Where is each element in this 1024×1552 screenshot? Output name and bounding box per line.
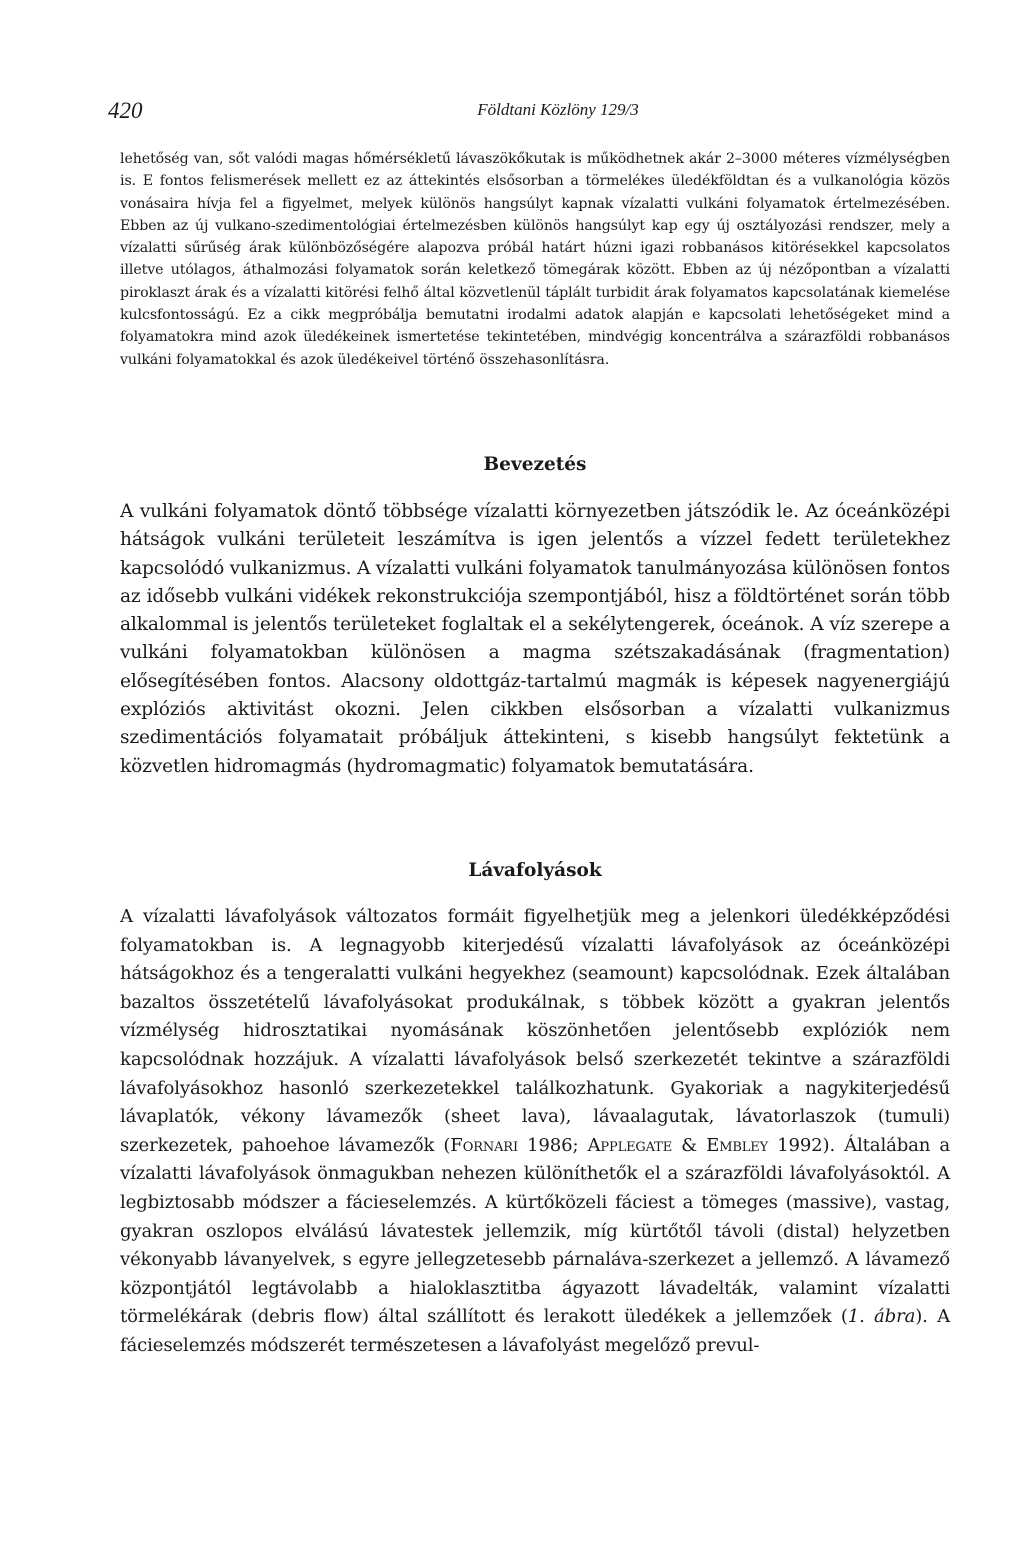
introduction-paragraph: A vulkáni folyamatok döntő többsége vízalatti környezetben játszódik le. Az óceánközépi hátságok vulkáni területeit leszámítva is igen jelentős a vízzel fedett területekhez kapcsolódó vulkanizmus. A vízalatti vulkáni folyamatok tanulmányozása különösen fontos az idősebb vulkáni vidékek rekonstrukciója szempontjából, hisz a földtörténet során több alkalommal is jelentős területeket foglaltak el a sekélytengerek, óceánok. A víz szerepe a vulkáni folyamatokban különösen a magma szétszakadásának (fragmentation) elősegítésében fontos. Alacsony oldottgáz-tartalmú magmák is képesek nagyenergiájú explóziós aktivitást okozni. Jelen cikkben elsősorban a vízalatti vulkanizmus szedimentációs folyamatait próbáljuk áttekinteni, s kisebb hangsúlyt fektetünk a közvetlen hidromagmás (hydromagmatic) folyamatok bemutatására. xyxy=(120,501,950,777)
lava-text-part-2: ). Általában a vízalatti lávafolyások önmagukban nehezen különíthetők el a szárazföldi lávafolyásoktól. A legbiztosabb módszer a fácieselemzés. A kürtőközeli fáciest a tömeges (massive), vastag, gyakran oszlopos elválású lávatestek jellemzik, míg kürtőtől távoli (distal) helyzetben vékonyabb lávanyelvek, s egyre jellegzetesebb párnaláva-szerkezet a jellemző. A lávamező központjától legtávolabb a hialoklasztitba ágyazott lávadelták, valamint vízalatti törmelékárak (debris flow) által szállított és lerakott üledékek a jellemzőek ( xyxy=(120,1134,951,1328)
lava-text-part-1: A vízalatti lávafolyások változatos formáit figyelhetjük meg a jelenkori üledékképződési folyamatokban is. A legnagyobb kiterjedésű vízalatti lávafolyások az óceánközépi hátságokhoz és a tengeralatti vulkáni hegyekhez (seamount) kapcsolódnak. Ezek általában bazaltos összetételű lávafolyásokat produkálnak, s többek között a gyakran jelentős vízmélység hidrosztatikai nyomásának köszönhetően jelentősebb explóziók nem kapcsolódnak hozzájuk. A vízalatti lávafolyások belső szerkezetét tekintve a szárazföldi lávafolyásokhoz hasonló szerkezetekkel találkozhatunk. Gyakoriak a nagykiterjedésű lávaplatók, vékony lávamezők (sheet lava), lávaalagutak, lávatorlaszok (tumuli) szerkezetek, pahoehoe lávamezők ( xyxy=(120,906,950,1156)
figure-reference: 1. ábra xyxy=(847,1306,916,1328)
section-heading-introduction: Bevezetés xyxy=(483,454,587,475)
abstract-paragraph: lehetőség van, sőt valódi magas hőmérsékletű lávaszökőkutak is működhetnek akár 2–3000 méteres vízmélységben is. E fontos felismerések mellett ez az áttekintés elsősorban a törmelékes üledékföldtan és a vulkanológia közös vonásaira hívja fel a figyelmet, melyek különös hangsúlyt kapnak vízalatti vulkáni folyamatok értelmezésében. Ebben az új vulkano-szedimentológiai értelmezésben különös hangsúlyt kap egy új osztályozási rendszer, mely a vízalatti sűrűség árak különbözőségére alapozva próbál határt húzni igazi robbanásos kitörésekkel kapcsolatos illetve utólagos, áthalmozási folyamatok során keletkező tömegárak között. Ebben az új nézőpontban a vízalatti piroklaszt árak és a vízalatti kitörési felhő által közvetlenül táplált turbidit árak folyamatos kapcsolatának kiemelése kulcsfontosságú. Ez a cikk megpróbálja bemutatni irodalmi adatok alapján e kapcsolati lehetőségeket mind a folyamatokra mind azok üledékeinek ismertetése tekintetében, mindvégig koncentrálva a szárazföldi robbanásos vulkáni folyamatokkal és azok üledékeivel történő összehasonlításra. xyxy=(120,151,950,368)
citation-reference: Fornari 1986; Applegate & Embley 1992 xyxy=(450,1134,823,1156)
running-head xyxy=(108,98,928,126)
lava-text-part-3: ). A fácieselemzés módszerét természetesen a lávafolyást megelőző prevul- xyxy=(120,1306,950,1356)
section-heading-lava-flows: Lávafolyások xyxy=(468,860,602,881)
lava-flows-paragraph xyxy=(120,903,950,1361)
journal-title: Földtani Közlöny 129/3 xyxy=(477,100,639,119)
page-number: 420 xyxy=(108,98,143,123)
